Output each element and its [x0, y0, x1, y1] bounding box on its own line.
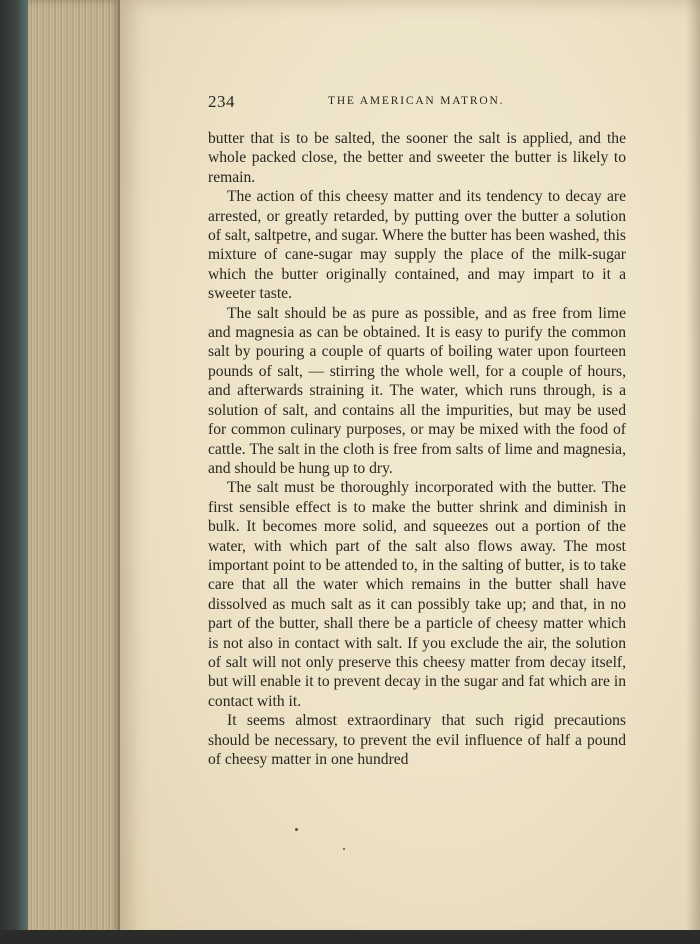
- page-number: 234: [208, 92, 235, 111]
- paragraph-4: The salt must be thoroughly incorporated with the butter. The first sensible effect is to make the butter shrink and diminish in bulk. It becomes more solid, and squeezes out a portion of the water, with which part of the salt also flows away. The most important point to be attended to, in the salting of butter, is to take care that all the water which remains in the butter shall have dissolved as much salt as it can possibly take up; and that, in no part of the butter, shall there be a particle of cheesy matter which is not also in contact with salt. If you exclude the air, the solution of salt will not only preserve this cheesy matter from decay itself, but will enable it to prevent decay in the sugar and fat which are in contact with it.: [208, 479, 626, 710]
- page-edges: [28, 0, 123, 944]
- body-text: [208, 129, 626, 769]
- table-surface: [0, 930, 700, 944]
- running-title: THE AMERICAN MATRON.: [328, 95, 505, 107]
- paragraph-5: It seems almost extraordinary that such rigid precautions should be necessary, to prevent the evil influence of half a pound of cheesy matter in one hundred: [208, 712, 626, 768]
- paragraph-2: The action of this cheesy matter and its tendency to decay are arrested, or greatly retarded, by putting over the butter a solution of salt, saltpetre, and sugar. Where the butter has been washed, this mixture of cane-sugar may supply the place of the milk-sugar which the butter originally contained, and may impart to it a sweeter taste.: [208, 188, 626, 303]
- paper-speck: [343, 848, 345, 850]
- running-head: [208, 92, 626, 112]
- paragraph-3: The salt should be as pure as possible, and as free from lime and magnesia as can be obtained. It is easy to purify the common salt by pouring a couple of quarts of boiling water upon fourteen pounds of salt, — stirring the whole well, for a couple of hours, and afterwards straining it. The water, which runs through, is a solution of salt, and contains all the impurities, but may be used for common culinary purposes, or may be mixed with the food of cattle. The salt in the cloth is free from salts of lime and magnesia, and should be hung up to dry.: [208, 304, 626, 477]
- paragraph-1: butter that is to be salted, the sooner the salt is applied, and the whole packed close, the better and sweeter the butter is likely to remain.: [208, 130, 626, 186]
- paper-speck: [295, 828, 298, 831]
